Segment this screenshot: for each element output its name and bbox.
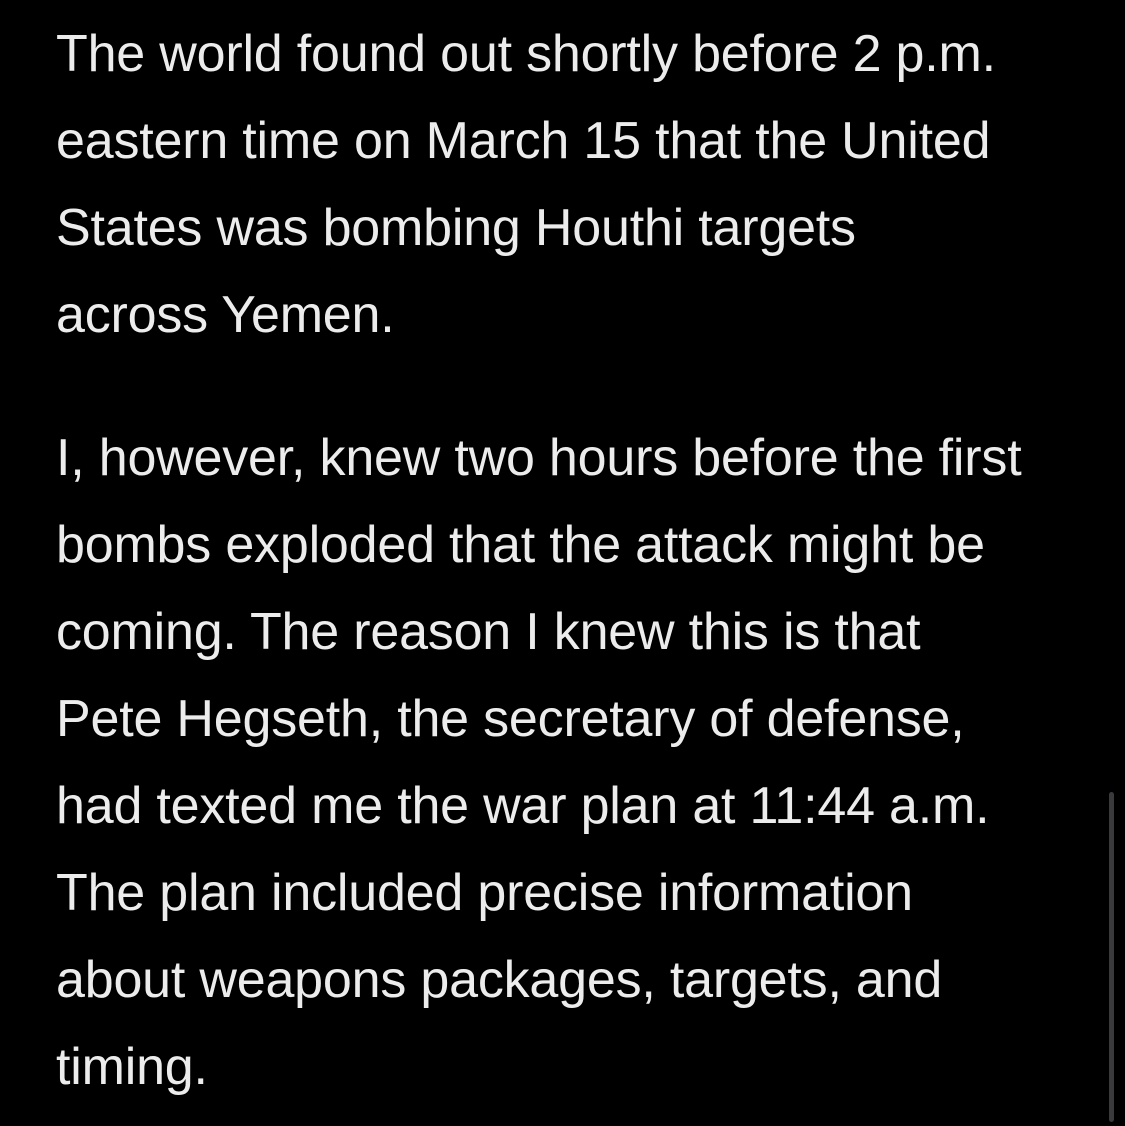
vertical-scrollbar[interactable]: [1109, 792, 1114, 1122]
text-line: I, however, knew two hours before the first: [56, 429, 1022, 487]
text-line: coming. The reason I knew this is that: [56, 603, 921, 661]
paragraph-1: [56, 11, 996, 359]
paragraph-2: [56, 415, 1021, 1111]
text-line: about weapons packages, targets, and: [56, 951, 943, 1009]
text-line: eastern time on March 15 that the United: [56, 112, 991, 170]
text-line: across Yemen.: [56, 286, 395, 344]
text-line: The world found out shortly before 2 p.m.: [56, 25, 996, 83]
text-line: Pete Hegseth, the secretary of defense,: [56, 690, 965, 748]
text-line: timing.: [56, 1038, 208, 1096]
text-line: had texted me the war plan at 11:44 a.m.: [56, 777, 990, 835]
text-line: The plan included precise information: [56, 864, 913, 922]
text-line: States was bombing Houthi targets: [56, 199, 856, 257]
text-line: bombs exploded that the attack might be: [56, 516, 985, 574]
